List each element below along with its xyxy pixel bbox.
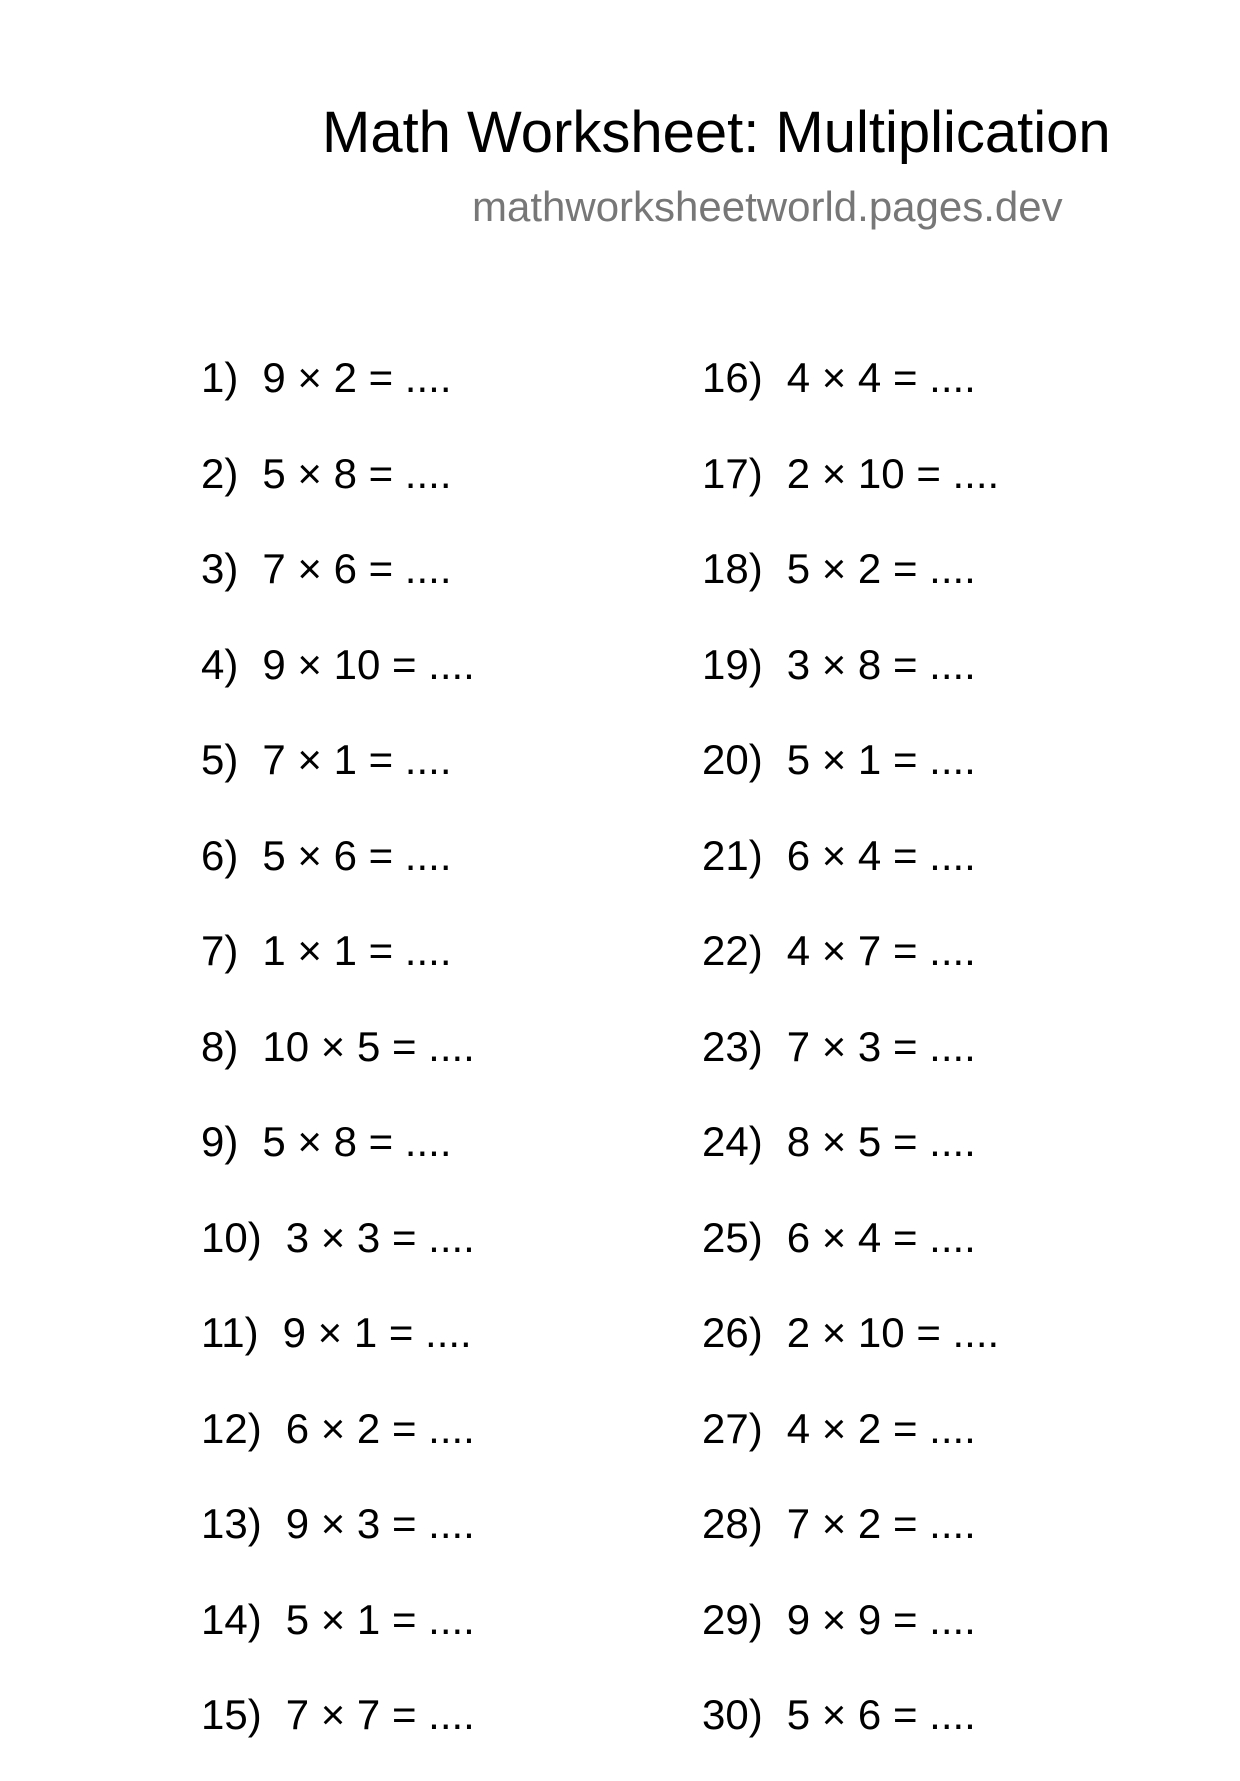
problem-item (702, 1017, 1182, 1113)
problem-item (201, 635, 681, 731)
problem-item (201, 1685, 681, 1781)
problem-expression: 2 × 10 = .... (786, 449, 1000, 497)
problem-number: 8) (201, 1022, 239, 1070)
problem-number: 11) (201, 1309, 259, 1356)
problem-expression: 3 × 8 = .... (786, 640, 976, 688)
problem-number: 18) (702, 545, 763, 592)
problem-expression: 10 × 5 = .... (262, 1022, 475, 1070)
problem-expression: 7 × 6 = .... (262, 545, 452, 592)
problem-expression: 5 × 8 = .... (262, 1118, 452, 1165)
problem-item (702, 1208, 1182, 1304)
problem-number: 1) (201, 354, 239, 401)
problem-expression: 7 × 3 = .... (786, 1022, 976, 1070)
problem-expression: 4 × 2 = .... (786, 1404, 976, 1452)
problem-item (702, 730, 1182, 826)
problem-expression: 7 × 1 = .... (262, 736, 452, 783)
problem-item (201, 1590, 681, 1686)
problem-number: 24) (702, 1118, 763, 1165)
problem-item (702, 1112, 1182, 1208)
problem-number: 21) (702, 831, 763, 879)
problem-number: 27) (702, 1404, 763, 1452)
problem-expression: 6 × 2 = .... (285, 1404, 475, 1452)
problem-item (201, 444, 681, 540)
problem-expression: 4 × 7 = .... (786, 927, 976, 974)
problem-expression: 4 × 4 = .... (786, 354, 976, 401)
problem-expression: 9 × 10 = .... (262, 640, 475, 688)
problem-item (702, 1494, 1182, 1590)
problem-item (201, 1017, 681, 1113)
problem-number: 14) (201, 1595, 262, 1643)
problem-number: 6) (201, 831, 239, 879)
problem-number: 13) (201, 1500, 262, 1547)
problem-number: 29) (702, 1595, 763, 1643)
problem-item (702, 348, 1182, 444)
problem-expression: 3 × 3 = .... (285, 1213, 475, 1261)
problem-item (201, 1399, 681, 1495)
problem-number: 22) (702, 927, 763, 974)
problem-number: 17) (702, 449, 763, 497)
problem-expression: 9 × 1 = .... (282, 1309, 472, 1356)
problem-expression: 1 × 1 = .... (262, 927, 452, 974)
problem-expression: 5 × 8 = .... (262, 449, 452, 497)
page-title: Math Worksheet: Multiplication (322, 100, 1111, 165)
problem-item (201, 539, 681, 635)
problem-number: 19) (702, 640, 763, 688)
problem-expression: 9 × 3 = .... (285, 1500, 475, 1547)
problem-expression: 2 × 10 = .... (786, 1309, 1000, 1356)
problem-number: 26) (702, 1309, 763, 1356)
problem-item (702, 1399, 1182, 1495)
problem-number: 23) (702, 1022, 763, 1070)
problem-expression: 5 × 6 = .... (262, 831, 452, 879)
problem-item (702, 1303, 1182, 1399)
problem-number: 16) (702, 354, 763, 401)
problem-expression: 8 × 5 = .... (786, 1118, 976, 1165)
problem-number: 15) (201, 1691, 262, 1738)
problem-item (201, 921, 681, 1017)
problem-number: 4) (201, 640, 239, 688)
problem-item (201, 1208, 681, 1304)
problem-expression: 7 × 7 = .... (285, 1691, 475, 1738)
problem-column-right (702, 348, 1182, 1781)
problem-item (702, 444, 1182, 540)
problem-expression: 5 × 2 = .... (786, 545, 976, 592)
problem-column-left (201, 348, 681, 1781)
problem-number: 12) (201, 1404, 262, 1452)
problem-item (702, 826, 1182, 922)
problem-number: 3) (201, 545, 239, 592)
problem-item (702, 921, 1182, 1017)
problem-item (201, 826, 681, 922)
problem-item (201, 1112, 681, 1208)
problem-expression: 5 × 6 = .... (786, 1691, 976, 1738)
problem-item (201, 1303, 681, 1399)
problem-number: 20) (702, 736, 763, 783)
problem-item (201, 1494, 681, 1590)
problem-number: 7) (201, 927, 239, 974)
problem-item (201, 348, 681, 444)
problem-number: 10) (201, 1213, 262, 1261)
problem-expression: 9 × 2 = .... (262, 354, 452, 401)
problem-number: 9) (201, 1118, 239, 1165)
problem-item (702, 1590, 1182, 1686)
problem-expression: 6 × 4 = .... (786, 1213, 976, 1261)
website-url: mathworksheetworld.pages.dev (472, 183, 1063, 230)
problem-expression: 9 × 9 = .... (786, 1595, 976, 1643)
problem-expression: 6 × 4 = .... (786, 831, 976, 879)
problem-item (702, 1685, 1182, 1781)
problem-item (702, 635, 1182, 731)
problem-item (201, 730, 681, 826)
problem-expression: 7 × 2 = .... (786, 1500, 976, 1547)
problem-item (702, 539, 1182, 635)
problem-number: 2) (201, 449, 239, 497)
problem-number: 28) (702, 1500, 763, 1547)
problem-number: 5) (201, 736, 239, 783)
problem-number: 25) (702, 1213, 763, 1261)
problem-number: 30) (702, 1691, 763, 1738)
problem-expression: 5 × 1 = .... (285, 1595, 475, 1643)
problem-expression: 5 × 1 = .... (786, 736, 976, 783)
